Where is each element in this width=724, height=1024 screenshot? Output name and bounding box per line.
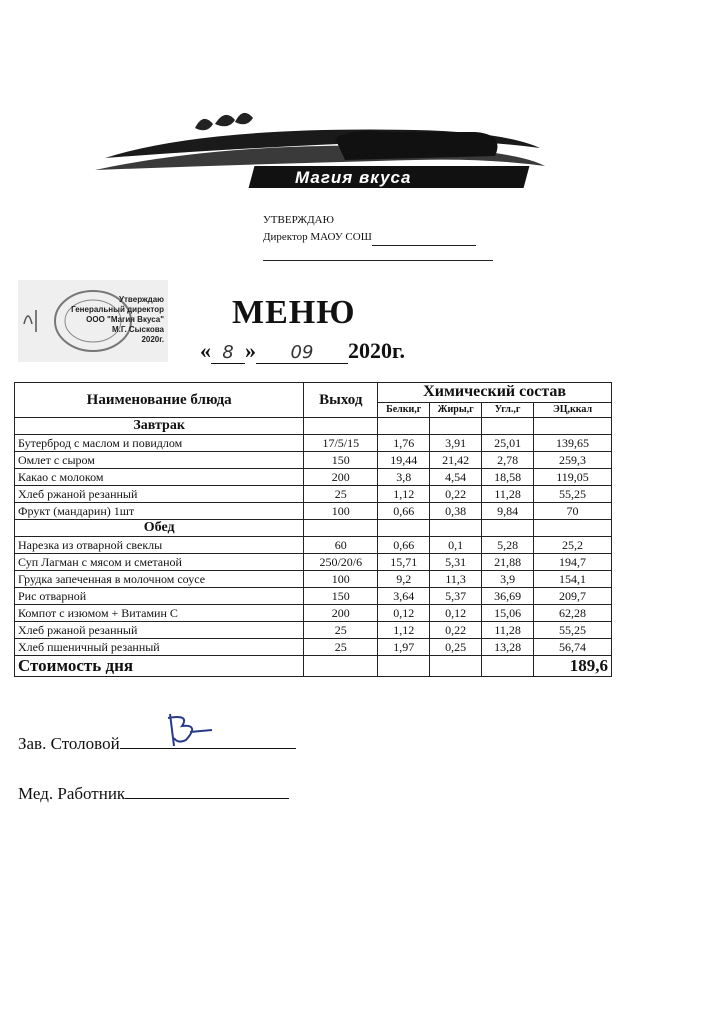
canteen-signature bbox=[18, 732, 296, 754]
dish-energy: 56,74 bbox=[534, 639, 612, 656]
date-day: 8 bbox=[211, 342, 245, 364]
table-row bbox=[15, 537, 612, 554]
dish-energy: 55,25 bbox=[534, 486, 612, 503]
dish-fats: 0,38 bbox=[430, 503, 482, 520]
dish-carbs: 25,01 bbox=[482, 435, 534, 452]
approval-block bbox=[263, 212, 493, 261]
stamp-line-2: Генеральный директор bbox=[71, 305, 164, 314]
total-label: Стоимость дня bbox=[15, 656, 304, 677]
dish-fats: 0,25 bbox=[430, 639, 482, 656]
table-row bbox=[15, 452, 612, 469]
dish-name: Фрукт (мандарин) 1шт bbox=[15, 503, 304, 520]
dish-proteins: 3,8 bbox=[378, 469, 430, 486]
director-label: Директор МАОУ СОШ bbox=[263, 231, 372, 243]
dish-output: 200 bbox=[304, 605, 378, 622]
dish-energy: 139,65 bbox=[534, 435, 612, 452]
dish-energy: 119,05 bbox=[534, 469, 612, 486]
canteen-label: Зав. Столовой bbox=[18, 734, 120, 753]
handwritten-signature bbox=[160, 710, 220, 750]
director-line bbox=[263, 229, 493, 246]
dish-carbs: 18,58 bbox=[482, 469, 534, 486]
dish-proteins: 0,12 bbox=[378, 605, 430, 622]
dish-proteins: 1,12 bbox=[378, 622, 430, 639]
dish-proteins: 0,66 bbox=[378, 503, 430, 520]
stamp-line-3: ООО "Магия Вкуса" bbox=[86, 315, 164, 324]
dish-name: Какао с молоком bbox=[15, 469, 304, 486]
table-row bbox=[15, 486, 612, 503]
dish-carbs: 3,9 bbox=[482, 571, 534, 588]
dish-output: 100 bbox=[304, 571, 378, 588]
dish-output: 150 bbox=[304, 588, 378, 605]
dish-energy: 70 bbox=[534, 503, 612, 520]
dish-name: Суп Лагман с мясом и сметаной bbox=[15, 554, 304, 571]
stamp-line-4: М.Г. Сыскова bbox=[112, 325, 164, 334]
dish-name: Грудка запеченная в молочном соусе bbox=[15, 571, 304, 588]
dish-proteins: 19,44 bbox=[378, 452, 430, 469]
date-month: 09 bbox=[256, 342, 348, 364]
dish-output: 150 bbox=[304, 452, 378, 469]
dish-name: Рис отварной bbox=[15, 588, 304, 605]
date-year: 2020г. bbox=[348, 338, 406, 363]
dish-energy: 25,2 bbox=[534, 537, 612, 554]
canteen-signature-line bbox=[120, 732, 296, 749]
header-carbs: Угл.,г bbox=[482, 402, 534, 417]
total-row bbox=[15, 656, 612, 677]
medic-label: Мед. Работник bbox=[18, 784, 126, 803]
dish-fats: 4,54 bbox=[430, 469, 482, 486]
section-row-breakfast bbox=[15, 418, 612, 435]
table-row bbox=[15, 503, 612, 520]
dish-carbs: 11,28 bbox=[482, 486, 534, 503]
medic-signature bbox=[18, 782, 289, 804]
dish-name: Хлеб ржаной резанный bbox=[15, 486, 304, 503]
menu-table bbox=[14, 382, 612, 677]
header-dish-name: Наименование блюда bbox=[15, 383, 304, 418]
dish-output: 25 bbox=[304, 622, 378, 639]
table-row bbox=[15, 639, 612, 656]
dish-name: Компот с изюмом + Витамин С bbox=[15, 605, 304, 622]
dish-energy: 259,3 bbox=[534, 452, 612, 469]
dish-output: 25 bbox=[304, 486, 378, 503]
dish-carbs: 2,78 bbox=[482, 452, 534, 469]
approval-heading: УТВЕРЖДАЮ bbox=[263, 214, 334, 226]
header-fats: Жиры,г bbox=[430, 402, 482, 417]
dish-energy: 55,25 bbox=[534, 622, 612, 639]
dish-carbs: 21,88 bbox=[482, 554, 534, 571]
dish-name: Бутерброд с маслом и повидлом bbox=[15, 435, 304, 452]
medic-signature-line bbox=[125, 782, 289, 799]
header-proteins: Белки,г bbox=[378, 402, 430, 417]
dish-name: Омлет с сыром bbox=[15, 452, 304, 469]
table-row bbox=[15, 588, 612, 605]
section-row-lunch bbox=[15, 520, 612, 537]
header-chemical-composition: Химический состав bbox=[378, 383, 612, 403]
table-row bbox=[15, 435, 612, 452]
menu-date bbox=[200, 338, 405, 364]
dish-proteins: 15,71 bbox=[378, 554, 430, 571]
dish-fats: 5,37 bbox=[430, 588, 482, 605]
header-output: Выход bbox=[304, 383, 378, 418]
dish-fats: 11,3 bbox=[430, 571, 482, 588]
date-close-quote: » bbox=[245, 338, 256, 363]
dish-name: Нарезка из отварной свеклы bbox=[15, 537, 304, 554]
stamp-line-5: 2020г. bbox=[141, 335, 164, 344]
dish-output: 17/5/15 bbox=[304, 435, 378, 452]
director-signature-line bbox=[372, 233, 476, 246]
table-row bbox=[15, 571, 612, 588]
dish-energy: 194,7 bbox=[534, 554, 612, 571]
dish-proteins: 1,97 bbox=[378, 639, 430, 656]
dish-carbs: 36,69 bbox=[482, 588, 534, 605]
dish-energy: 209,7 bbox=[534, 588, 612, 605]
stamp-line-1: Утверждаю bbox=[119, 295, 164, 304]
dish-carbs: 13,28 bbox=[482, 639, 534, 656]
table-header-row bbox=[15, 383, 612, 403]
director-name-line bbox=[263, 248, 493, 261]
dish-carbs: 15,06 bbox=[482, 605, 534, 622]
header-energy: ЭЦ,ккал bbox=[534, 402, 612, 417]
page-title: МЕНЮ bbox=[232, 294, 356, 331]
table-row bbox=[15, 469, 612, 486]
table-row bbox=[15, 622, 612, 639]
dish-output: 100 bbox=[304, 503, 378, 520]
date-open-quote: « bbox=[200, 338, 211, 363]
dish-output: 60 bbox=[304, 537, 378, 554]
dish-carbs: 5,28 bbox=[482, 537, 534, 554]
dish-proteins: 9,2 bbox=[378, 571, 430, 588]
table-row bbox=[15, 605, 612, 622]
dish-carbs: 11,28 bbox=[482, 622, 534, 639]
dish-proteins: 3,64 bbox=[378, 588, 430, 605]
dish-fats: 0,22 bbox=[430, 486, 482, 503]
dish-fats: 5,31 bbox=[430, 554, 482, 571]
table-row bbox=[15, 554, 612, 571]
dish-carbs: 9,84 bbox=[482, 503, 534, 520]
dish-fats: 0,1 bbox=[430, 537, 482, 554]
dish-output: 200 bbox=[304, 469, 378, 486]
dish-proteins: 1,76 bbox=[378, 435, 430, 452]
dish-energy: 62,28 bbox=[534, 605, 612, 622]
dish-fats: 0,22 bbox=[430, 622, 482, 639]
total-value: 189,6 bbox=[534, 656, 612, 677]
section-title: Завтрак bbox=[15, 418, 304, 435]
dish-output: 250/20/6 bbox=[304, 554, 378, 571]
dish-fats: 3,91 bbox=[430, 435, 482, 452]
dish-output: 25 bbox=[304, 639, 378, 656]
dish-proteins: 1,12 bbox=[378, 486, 430, 503]
section-title: Обед bbox=[15, 520, 304, 537]
approval-stamp bbox=[18, 280, 168, 362]
dish-name: Хлеб ржаной резанный bbox=[15, 622, 304, 639]
dish-fats: 0,12 bbox=[430, 605, 482, 622]
company-logo bbox=[85, 108, 555, 200]
dish-energy: 154,1 bbox=[534, 571, 612, 588]
dish-fats: 21,42 bbox=[430, 452, 482, 469]
dish-proteins: 0,66 bbox=[378, 537, 430, 554]
logo-text: Магия вкуса bbox=[295, 168, 412, 187]
dish-name: Хлеб пшеничный резанный bbox=[15, 639, 304, 656]
